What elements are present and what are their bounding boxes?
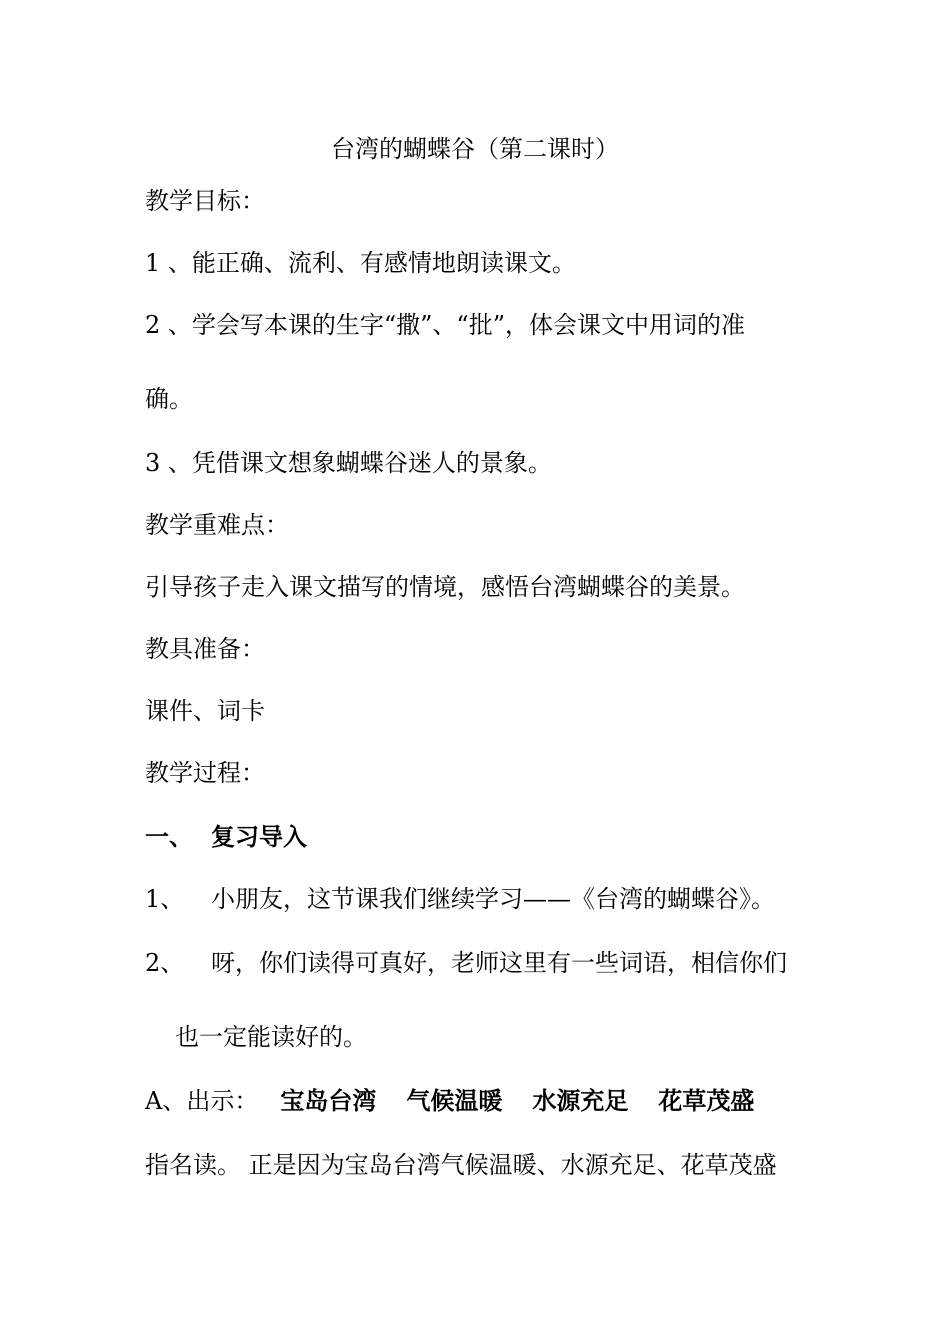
show-label: A、出示： <box>145 1087 259 1115</box>
materials-heading: 教具准备： <box>145 635 265 663</box>
key-points-text: 引导孩子走入课文描写的情境，感悟台湾蝴蝶谷的美景。 <box>145 573 745 601</box>
word-card: 水源充足 <box>532 1086 629 1115</box>
key-points-heading: 教学重难点： <box>145 511 289 539</box>
step-text: 呀，你们读得可真好，老师这里有一些词语，相信你们 <box>211 949 787 977</box>
goal-item-2-continued: 确。 <box>145 385 193 413</box>
goal-item-3: 3 、凭借课文想象蝴蝶谷迷人的景象。 <box>145 449 552 477</box>
word-card: 花草茂盛 <box>658 1086 755 1115</box>
word-card: 宝岛台湾 <box>280 1086 377 1115</box>
section-number: 一、 <box>145 822 193 851</box>
step-2 <box>145 948 787 978</box>
materials-text: 课件、词卡 <box>145 697 265 725</box>
step-text: 小朋友，这节课我们继续学习——《台湾的蝴蝶谷》。 <box>211 885 775 913</box>
word-card: 气候温暖 <box>406 1086 503 1115</box>
step-number: 1、 <box>145 885 185 913</box>
section-title: 复习导入 <box>211 822 307 851</box>
goal-item-1: 1 、能正确、流利、有感情地朗读课文。 <box>145 249 576 277</box>
page-title: 台湾的蝴蝶谷（第二课时） <box>331 135 619 163</box>
section-heading <box>145 822 307 852</box>
step-1 <box>145 884 775 914</box>
step-2-continued: 也一定能读好的。 <box>175 1023 367 1051</box>
step-number: 2、 <box>145 949 185 977</box>
process-heading: 教学过程： <box>145 759 265 787</box>
goals-heading: 教学目标： <box>145 187 265 215</box>
goal-item-2: 2 、学会写本课的生字“撒”、“批”，体会课文中用词的准 <box>145 311 745 339</box>
read-aloud-line: 指名读。 正是因为宝岛台湾气候温暖、水源充足、花草茂盛 <box>145 1151 777 1179</box>
show-words-line <box>145 1086 754 1116</box>
